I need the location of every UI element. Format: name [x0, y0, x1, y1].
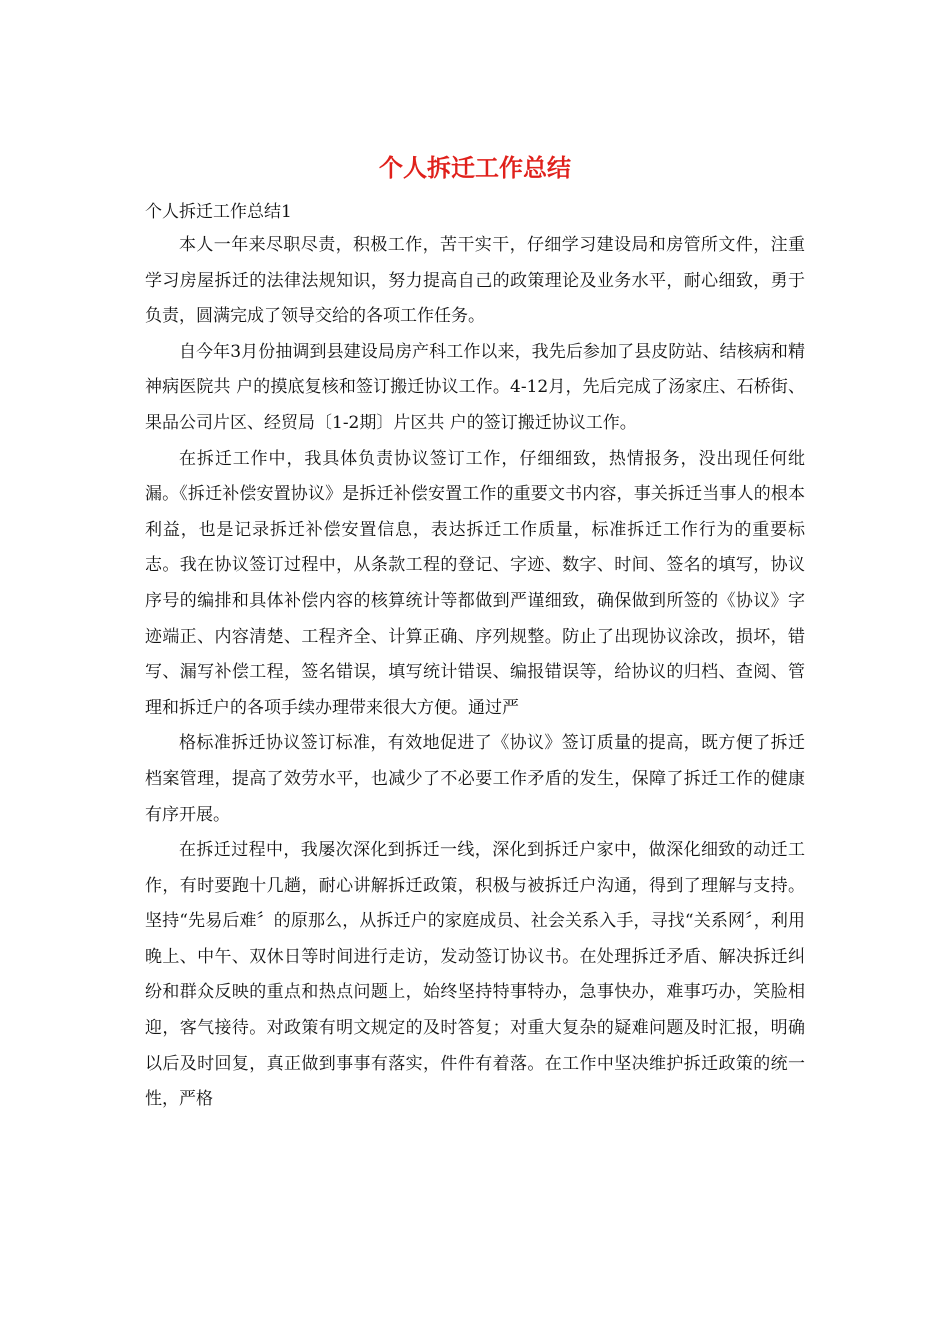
document-title: 个人拆迁工作总结 [379, 153, 571, 182]
paragraph-1: 本人一年来尽职尽责，积极工作，苦干实干，仔细学习建设局和房管所文件，注重学习房屋拆迁的法律法规知识，努力提高自己的政策理论及业务水平，耐心细致，勇于负责，圆满完成了领导交给的各项工作任务。 [145, 235, 805, 327]
paragraph-4: 格标准拆迁协议签订标准，有效地促进了《协议》签订质量的提高，既方便了拆迁档案管理，提高了效劳水平，也减少了不必要工作矛盾的发生，保障了拆迁工作的健康有序开展。 [145, 733, 805, 825]
paragraph-5: 在拆迁过程中，我屡次深化到拆迁一线，深化到拆迁户家中，做深化细致的动迁工作，有时要跑十几趟，耐心讲解拆迁政策，积极与被拆迁户沟通，得到了理解与支持。坚持“先易后难〞的原那么，从拆迁户的家庭成员、社会关系入手，寻找“关系网〞，利用晚上、中午、双休日等时间进行走访，发动签订协议书。在处理拆迁矛盾、解决拆迁纠纷和群众反映的重点和热点问题上，始终坚持特事特办，急事快办，难事巧办，笑脸相迎，客气接待。对政策有明文规定的及时答复；对重大复杂的疑难问题及时汇报，明确以后及时回复，真正做到事事有落实，件件有着落。在工作中坚决维护拆迁政策的统一性，严格 [145, 840, 805, 1110]
document-body [145, 196, 805, 1118]
section-heading: 个人拆迁工作总结1 [145, 202, 292, 222]
paragraph-2: 自今年3月份抽调到县建设局房产科工作以来，我先后参加了县皮防站、结核病和精神病医院共 户的摸底复核和签订搬迁协议工作。4-12月，先后完成了汤家庄、石桥街、果品公司片区、经贸局〔1-2期〕片区共 户的签订搬迁协议工作。 [145, 341, 805, 433]
paragraph-3: 在拆迁工作中，我具体负责协议签订工作，仔细细致，热情报务，没出现任何纰漏。《拆迁补偿安置协议》是拆迁补偿安置工作的重要文书内容，事关拆迁当事人的根本利益，也是记录拆迁补偿安置信息，表达拆迁工作质量，标准拆迁工作行为的重要标志。我在协议签订过程中，从条款工程的登记、字迹、数字、时间、签名的填写，协议序号的编排和具体补偿内容的核算统计等都做到严谨细致，确保做到所签的《协议》字迹端正、内容清楚、工程齐全、计算正确、序列规整。防止了出现协议涂改，损坏，错写、漏写补偿工程，签名错误，填写统计错误、编报错误等，给协议的归档、查阅、管理和拆迁户的各项手续办理带来很大方便。通过严 [145, 448, 805, 718]
